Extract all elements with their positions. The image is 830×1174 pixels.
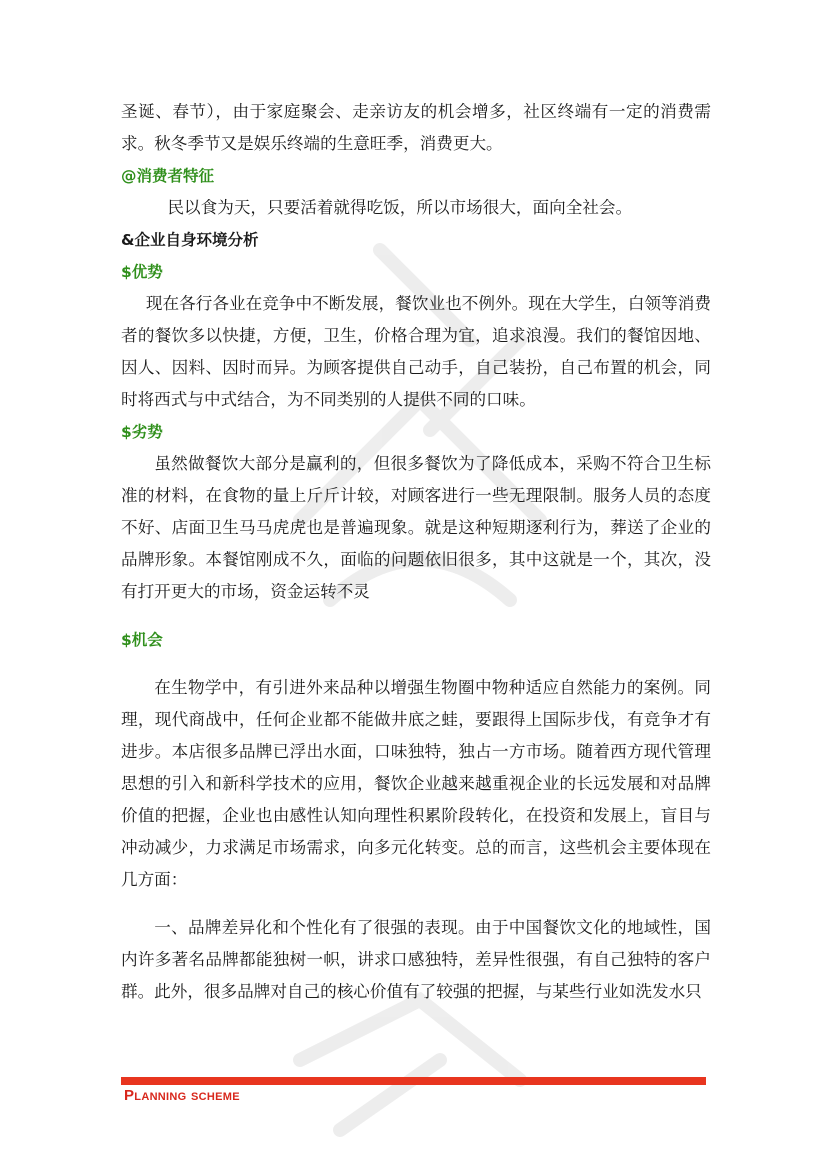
paragraph-seasonal-consumption: 圣诞、春节），由于家庭聚会、走亲访友的机会增多，社区终端有一定的消费需求。秋冬季节又是娱乐终端的生意旺季，消费更大。 — [121, 102, 711, 153]
footer-label: Planning scheme — [124, 1087, 240, 1104]
footer-divider — [121, 1077, 706, 1085]
heading-consumer-features: @消费者特征 — [121, 167, 215, 185]
paragraph-opportunities: 在生物学中，有引进外来品种以增强生物圈中物种适应自然能力的案例。同理，现代商战中，任何企业都不能做井底之蛙，要跟得上国际步伐，有竞争才有进步。本店很多品牌已浮出水面，口味独特，独占一方市场。随着西方现代管理思想的引入和新科学技术的应用，餐饮企业越来越重视企业的长远发展和对品牌价值的把握，企业也由感性认知向理性积累阶段转化，在投资和发展上，盲目与冲动减少，力求满足市场需求，向多元化转变。总的而言，这些机会主要体现在几方面： — [121, 678, 711, 889]
paragraph-consumer-features: 民以食为天，只要活着就得吃饭，所以市场很大，面向全社会。 — [167, 198, 633, 217]
document-body — [121, 96, 711, 1008]
paragraph-brand-differentiation: 一、品牌差异化和个性化有了很强的表现。由于中国餐饮文化的地域性，国内许多著名品牌都能独树一帜，讲求口感独特，差异性很强，有自己独特的客户群。此外，很多品牌对自己的核心价值有了较强的把握，与某些行业如洗发水只 — [121, 918, 711, 1001]
heading-disadvantages: $劣势 — [121, 423, 163, 441]
heading-self-environment: &企业自身环境分析 — [121, 231, 259, 249]
heading-opportunities: $机会 — [121, 631, 163, 649]
heading-advantages: $优势 — [121, 263, 163, 281]
paragraph-disadvantages: 虽然做餐饮大部分是赢利的，但很多餐饮为了降低成本，采购不符合卫生标准的材料，在食物的量上斤斤计较，对顾客进行一些无理限制。服务人员的态度不好、店面卫生马马虎虎也是普遍现象。就是这种短期逐利行为，葬送了企业的品牌形象。本餐馆刚成不久，面临的问题依旧很多，其中这就是一个，其次，没有打开更大的市场，资金运转不灵 — [121, 454, 711, 601]
paragraph-advantages: 现在各行各业在竞争中不断发展，餐饮业也不例外。现在大学生，白领等消费者的餐饮多以快捷，方便，卫生，价格合理为宜，追求浪漫。我们的餐馆因地、因人、因料、因时而异。为顾客提供自己动手，自己装扮，自己布置的机会，同时将西式与中式结合，为不同类别的人提供不同的口味。 — [121, 294, 711, 409]
